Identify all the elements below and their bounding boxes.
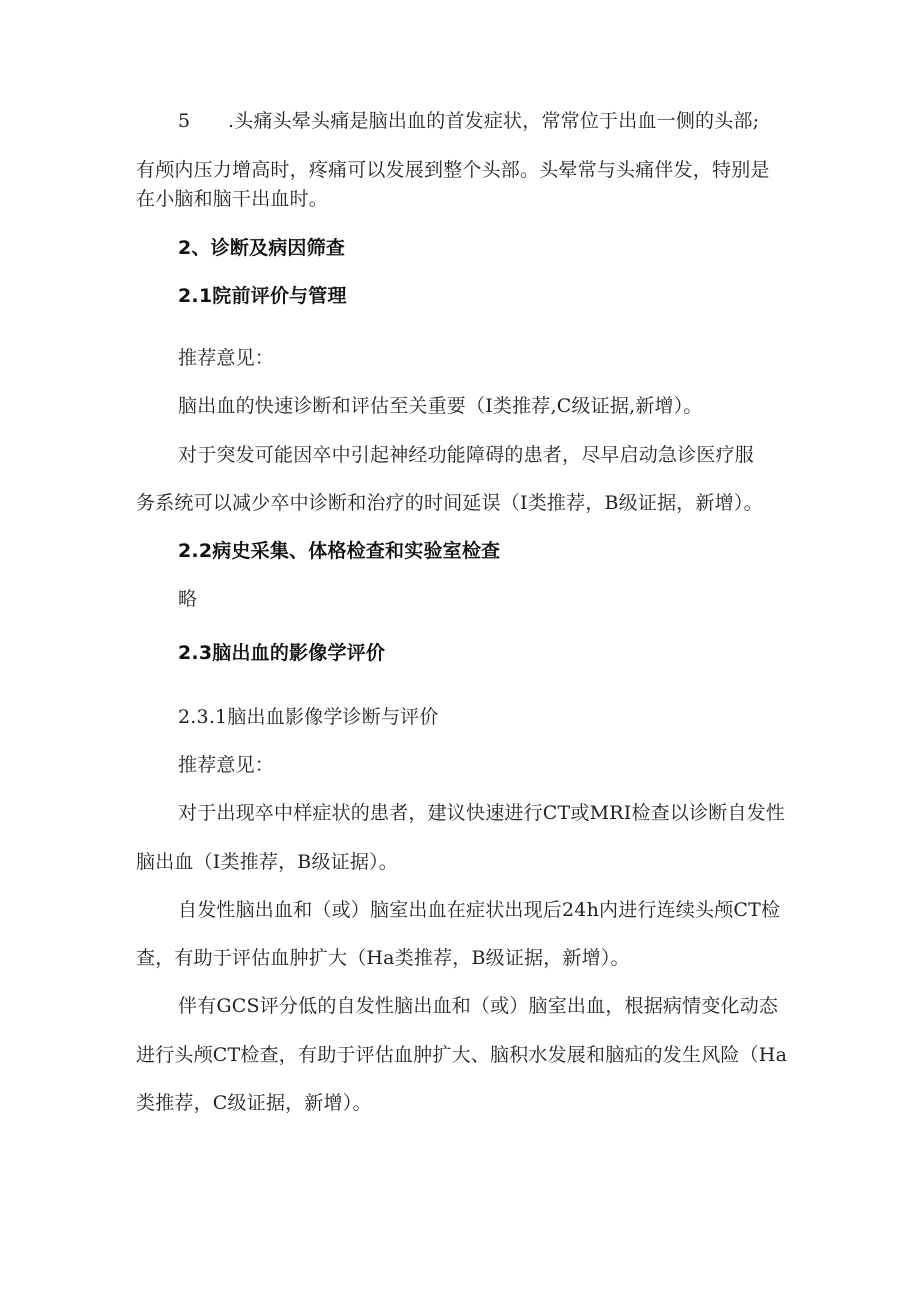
section-heading: 2、诊断及病因筛查: [178, 237, 346, 259]
paragraph-line: 对于突发可能因卒中引起神经功能障碍的患者，尽早启动急诊医疗服: [178, 444, 755, 466]
paragraph-line: 脑出血的快速诊断和评估至关重要（I类推荐,C级证据,新增）。: [178, 395, 703, 417]
paragraph-line: 务系统可以减少卒中诊断和治疗的时间延误（I类推荐，B级证据，新增）。: [136, 492, 763, 514]
paragraph-line: 类推荐，C级证据，新增）。: [136, 1092, 372, 1114]
paragraph-line: 查，有助于评估血肿扩大（Ha类推荐，B级证据，新增）。: [136, 947, 630, 969]
paragraph-line: 伴有GCS评分低的自发性脑出血和（或）脑室出血，根据病情变化动态: [178, 995, 779, 1017]
paragraph-line: 略: [178, 588, 198, 610]
subsection-heading: 2.1院前评价与管理: [178, 285, 347, 307]
paragraph-line: .头痛头晕头痛是脑出血的首发症状，常常位于出血一侧的头部;: [228, 110, 760, 132]
list-number: 5: [178, 110, 191, 132]
paragraph-line: 对于出现卒中样症状的患者，建议快速进行CT或MRI检查以诊断自发性: [178, 802, 786, 824]
paragraph-line: 在小脑和脑干出血时。: [136, 188, 329, 210]
paragraph-line: 自发性脑出血和（或）脑室出血在症状出现后24h内进行连续头颅CT检: [178, 899, 781, 921]
paragraph-line: 脑出血（I类推荐，B级证据）。: [136, 851, 398, 873]
recommendation-label: 推荐意见：: [178, 754, 275, 776]
recommendation-label: 推荐意见：: [178, 347, 275, 369]
paragraph-line: 有颅内压力增高时，疼痛可以发展到整个头部。头晕常与头痛伴发，特别是: [136, 159, 770, 181]
subsection-heading: 2.3脑出血的影像学评价: [178, 642, 386, 664]
subsubsection-heading: 2.3.1脑出血影像学诊断与评价: [178, 706, 439, 728]
subsection-heading: 2.2病史采集、体格检查和实验室检查: [178, 540, 501, 562]
paragraph-line: 进行头颅CT检查，有助于评估血肿扩大、脑积水发展和脑疝的发生风险（Ha: [136, 1044, 788, 1066]
